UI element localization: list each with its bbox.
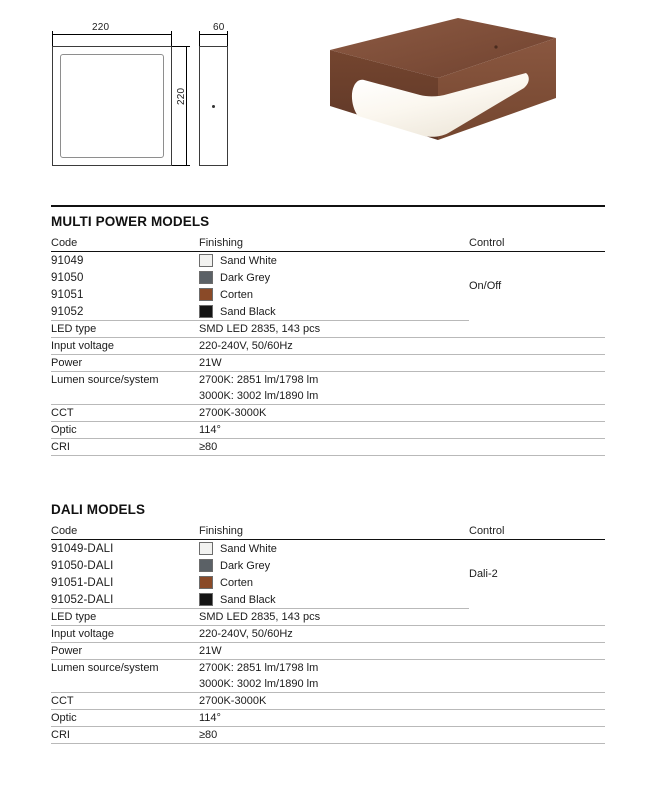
multi-power-models-table xyxy=(51,235,605,456)
spec-value: SMD LED 2835, 143 pcs xyxy=(199,321,605,338)
spec-value: 3000K: 3002 lm/1890 lm xyxy=(199,676,605,693)
spec-name: CRI xyxy=(51,439,199,456)
extension-line xyxy=(52,34,53,46)
spec-row xyxy=(51,422,605,439)
header-code: Code xyxy=(51,235,199,252)
spec-row xyxy=(51,372,605,389)
table-header-row xyxy=(51,523,605,540)
spec-name: CRI xyxy=(51,727,199,744)
model-code: 91051-DALI xyxy=(51,576,114,589)
spec-name: LED type xyxy=(51,609,199,626)
finish-swatch xyxy=(199,305,213,318)
spec-value: 220-240V, 50/60Hz xyxy=(199,338,605,355)
header-control: Control xyxy=(469,523,605,540)
finish-swatch xyxy=(199,542,213,555)
table-row xyxy=(51,252,605,270)
model-code: 91049 xyxy=(51,254,84,267)
finish-label: Corten xyxy=(220,576,254,589)
section-title-dali: DALI MODELS xyxy=(51,502,146,517)
spec-value: 2700K-3000K xyxy=(199,405,605,422)
dimension-line-height xyxy=(186,46,187,166)
extension-line xyxy=(227,34,228,46)
dali-models-table xyxy=(51,523,605,744)
extension-line xyxy=(172,46,186,47)
spec-value: 114° xyxy=(199,422,605,439)
spec-name: CCT xyxy=(51,693,199,710)
finish-swatch xyxy=(199,254,213,267)
section-title-multi-power: MULTI POWER MODELS xyxy=(51,214,210,229)
table-header-row xyxy=(51,235,605,252)
dimension-label-height: 220 xyxy=(176,87,187,105)
finish-swatch xyxy=(199,576,213,589)
model-code: 91052 xyxy=(51,303,199,321)
header-control: Control xyxy=(469,235,605,252)
control-value: Dali-2 xyxy=(469,568,498,581)
spec-row xyxy=(51,660,605,677)
spec-value: ≥80 xyxy=(199,727,605,744)
finish-label: Sand White xyxy=(220,542,277,555)
finish-label: Dark Grey xyxy=(220,559,271,572)
spec-row xyxy=(51,439,605,456)
table-row xyxy=(51,540,605,558)
finish-label: Corten xyxy=(220,288,254,301)
finish-swatch xyxy=(199,288,213,301)
spec-row xyxy=(51,643,605,660)
spec-row xyxy=(51,338,605,355)
model-code: 91051 xyxy=(51,288,84,301)
model-code: 91050-DALI xyxy=(51,559,114,572)
spec-value: 3000K: 3002 lm/1890 lm xyxy=(199,388,605,405)
spec-name: Optic xyxy=(51,710,199,727)
finish-swatch xyxy=(199,271,213,284)
dimension-line-width xyxy=(52,34,172,35)
spec-row xyxy=(51,609,605,626)
finish-label: Sand Black xyxy=(220,305,276,318)
spec-name xyxy=(51,676,199,693)
spec-name: CCT xyxy=(51,405,199,422)
lamp-top-pinhole xyxy=(494,45,497,48)
dimension-label-depth: 60 xyxy=(213,22,225,33)
front-view-inner-outline xyxy=(60,54,164,158)
extension-line xyxy=(199,34,200,46)
spec-row xyxy=(51,388,605,405)
extension-line xyxy=(172,165,186,166)
spec-name: LED type xyxy=(51,321,199,338)
spec-value: 2700K-3000K xyxy=(199,693,605,710)
header-finishing: Finishing xyxy=(199,523,469,540)
model-code: 91050 xyxy=(51,271,84,284)
dimension-label-width: 220 xyxy=(92,22,110,33)
spec-value: 2700K: 2851 lm/1798 lm xyxy=(199,662,319,674)
section-divider-top xyxy=(51,205,605,207)
header-finishing: Finishing xyxy=(199,235,469,252)
front-view-drawing xyxy=(52,46,172,166)
spec-name: Power xyxy=(51,643,199,660)
spec-name: Optic xyxy=(51,422,199,439)
spec-row xyxy=(51,693,605,710)
spec-value: ≥80 xyxy=(199,439,605,456)
finish-label: Sand White xyxy=(220,254,277,267)
dimension-line-depth xyxy=(199,34,228,35)
technical-drawing-area xyxy=(0,0,656,200)
spec-row xyxy=(51,355,605,372)
model-code: 91049-DALI xyxy=(51,542,114,555)
spec-value: 2700K: 2851 lm/1798 lm xyxy=(199,374,319,386)
header-code: Code xyxy=(51,523,199,540)
spec-row xyxy=(51,405,605,422)
spec-name: Input voltage xyxy=(51,338,199,355)
spec-row xyxy=(51,710,605,727)
spec-row xyxy=(51,676,605,693)
spec-value: 220-240V, 50/60Hz xyxy=(199,626,605,643)
spec-name xyxy=(51,388,199,405)
side-view-center-dot xyxy=(212,105,215,108)
side-view-drawing xyxy=(199,46,228,166)
spec-row xyxy=(51,626,605,643)
finish-swatch xyxy=(199,593,213,606)
spec-name: Lumen source/system xyxy=(51,662,159,674)
spec-name: Input voltage xyxy=(51,626,199,643)
multi-power-models-section xyxy=(51,214,605,456)
spec-row xyxy=(51,727,605,744)
spec-name: Lumen source/system xyxy=(51,374,159,386)
dali-models-section xyxy=(51,502,605,744)
product-photo xyxy=(288,10,578,185)
finish-label: Dark Grey xyxy=(220,271,271,284)
spec-name: Power xyxy=(51,355,199,372)
spec-value: 21W xyxy=(199,643,605,660)
spec-value: 114° xyxy=(199,710,605,727)
finish-swatch xyxy=(199,559,213,572)
extension-line xyxy=(171,34,172,46)
spec-value: 21W xyxy=(199,355,605,372)
model-code: 91052-DALI xyxy=(51,591,199,609)
spec-row xyxy=(51,321,605,338)
spec-value: SMD LED 2835, 143 pcs xyxy=(199,609,605,626)
finish-label: Sand Black xyxy=(220,593,276,606)
control-value: On/Off xyxy=(469,280,502,293)
